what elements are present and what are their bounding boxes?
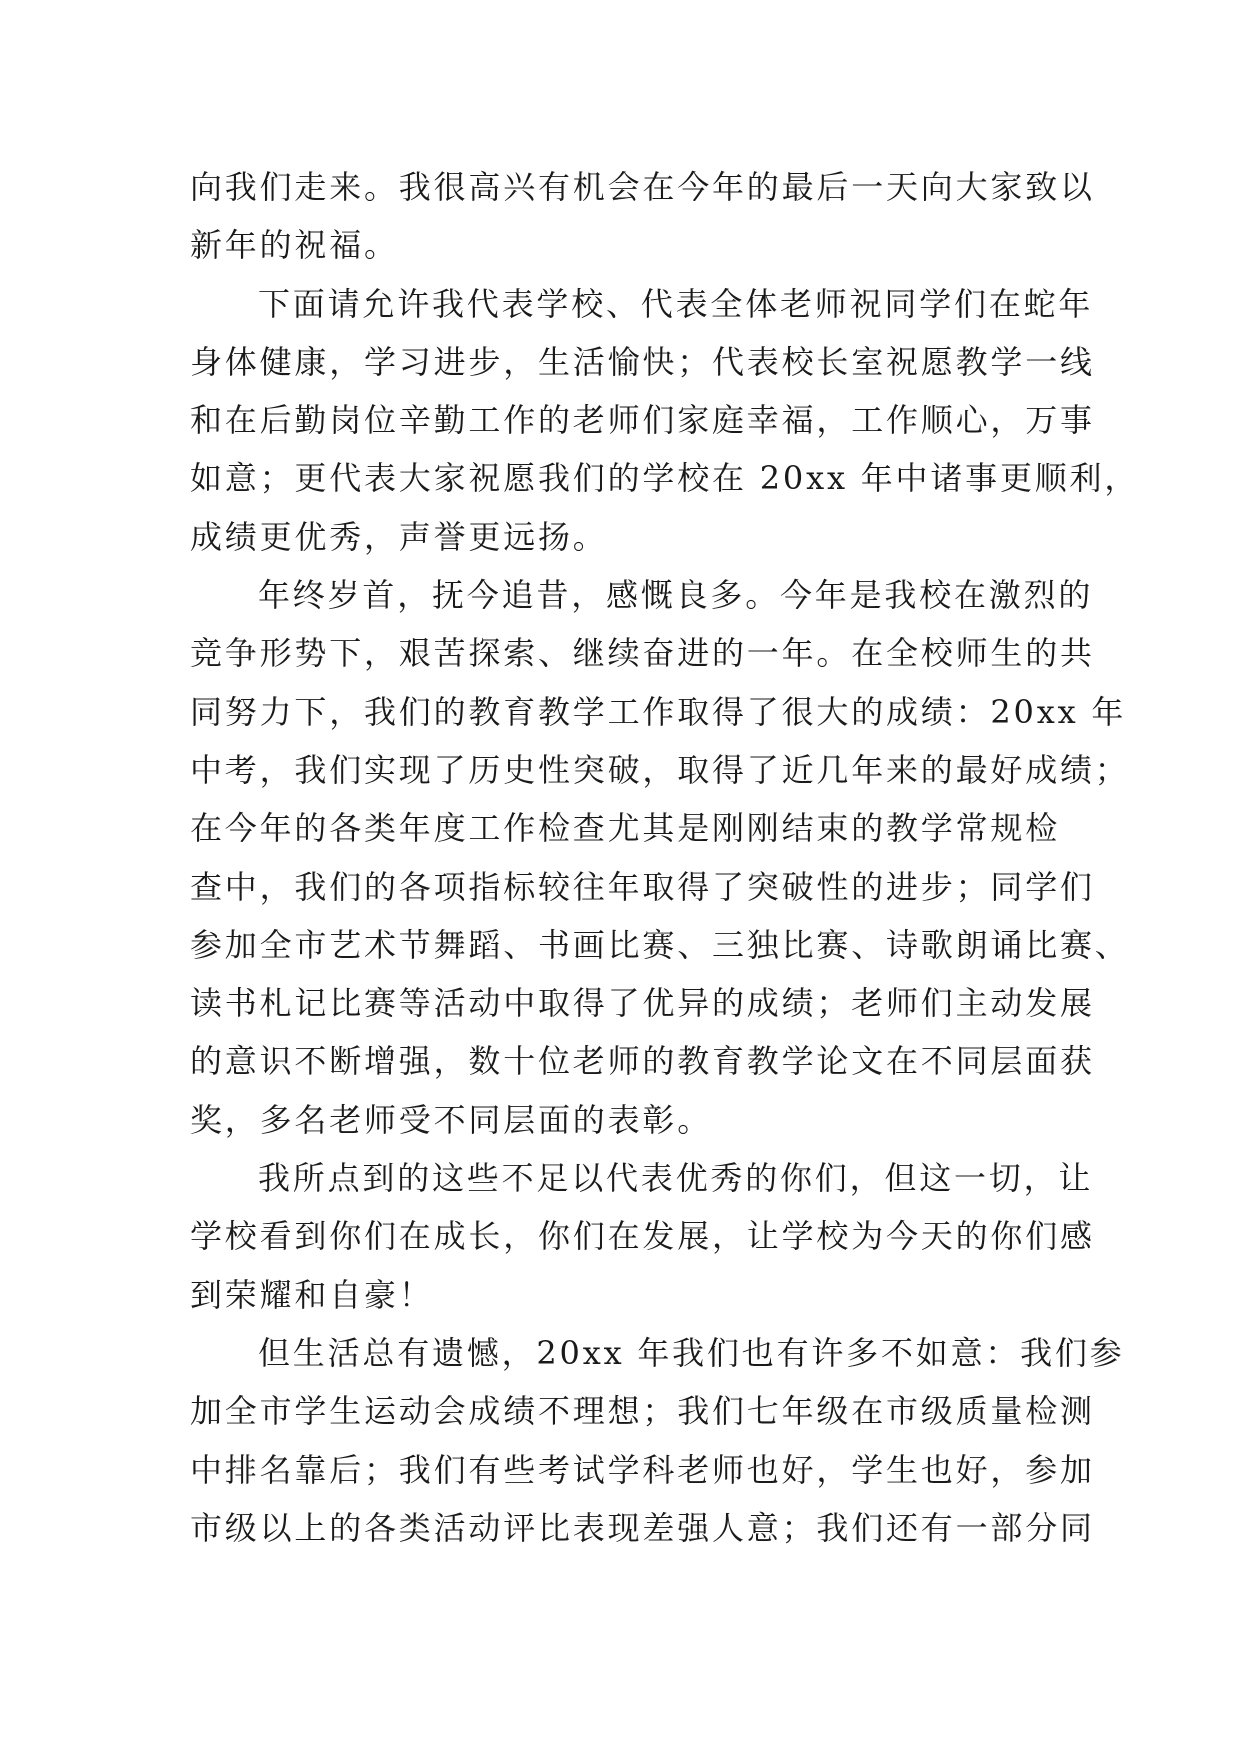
document-body <box>190 158 1140 1557</box>
text-line: 加全市学生运动会成绩不理想；我们七年级在市级质量检测 <box>190 1392 1095 1431</box>
text-line: 但生活总有遗憾，20xx 年我们也有许多不如意：我们参 <box>258 1333 1125 1372</box>
text-line: 到荣耀和自豪！ <box>190 1275 434 1314</box>
text-line: 新年的祝福。 <box>190 226 399 265</box>
text-line: 中考，我们实现了历史性突破，取得了近几年来的最好成绩； <box>190 750 1130 789</box>
text-line: 身体健康，学习进步，生活愉快；代表校长室祝愿教学一线 <box>190 342 1095 381</box>
text-line: 下面请允许我代表学校、代表全体老师祝同学们在蛇年 <box>258 284 1094 323</box>
text-line: 在今年的各类年度工作检查尤其是刚刚结束的教学常规检 <box>190 809 1061 848</box>
text-line: 读书札记比赛等活动中取得了优异的成绩；老师们主动发展 <box>190 984 1095 1023</box>
text-line: 成绩更优秀，声誉更远扬。 <box>190 517 608 556</box>
text-line: 年终岁首，抚今追昔，感慨良多。今年是我校在激烈的 <box>258 576 1094 615</box>
text-line: 查中，我们的各项指标较往年取得了突破性的进步；同学们 <box>190 867 1095 906</box>
text-line: 的意识不断增强，数十位老师的教育教学论文在不同层面获 <box>190 1042 1095 1081</box>
text-line: 同努力下，我们的教育教学工作取得了很大的成绩：20xx 年 <box>190 692 1127 731</box>
text-line: 我所点到的这些不足以代表优秀的你们，但这一切，让 <box>258 1159 1094 1198</box>
text-line: 学校看到你们在成长，你们在发展，让学校为今天的你们感 <box>190 1217 1095 1256</box>
text-line: 如意；更代表大家祝愿我们的学校在 20xx 年中诸事更顺利， <box>190 459 1140 498</box>
text-line: 奖，多名老师受不同层面的表彰。 <box>190 1100 713 1139</box>
text-line: 竞争形势下，艰苦探索、继续奋进的一年。在全校师生的共 <box>190 634 1095 673</box>
text-line: 中排名靠后；我们有些考试学科老师也好，学生也好，参加 <box>190 1450 1095 1489</box>
text-line: 参加全市艺术节舞蹈、书画比赛、三独比赛、诗歌朗诵比赛、 <box>190 925 1130 964</box>
text-line: 和在后勤岗位辛勤工作的老师们家庭幸福，工作顺心，万事 <box>190 401 1095 440</box>
text-line: 向我们走来。我很高兴有机会在今年的最后一天向大家致以 <box>190 168 1095 206</box>
text-line: 市级以上的各类活动评比表现差强人意；我们还有一部分同 <box>190 1508 1095 1547</box>
